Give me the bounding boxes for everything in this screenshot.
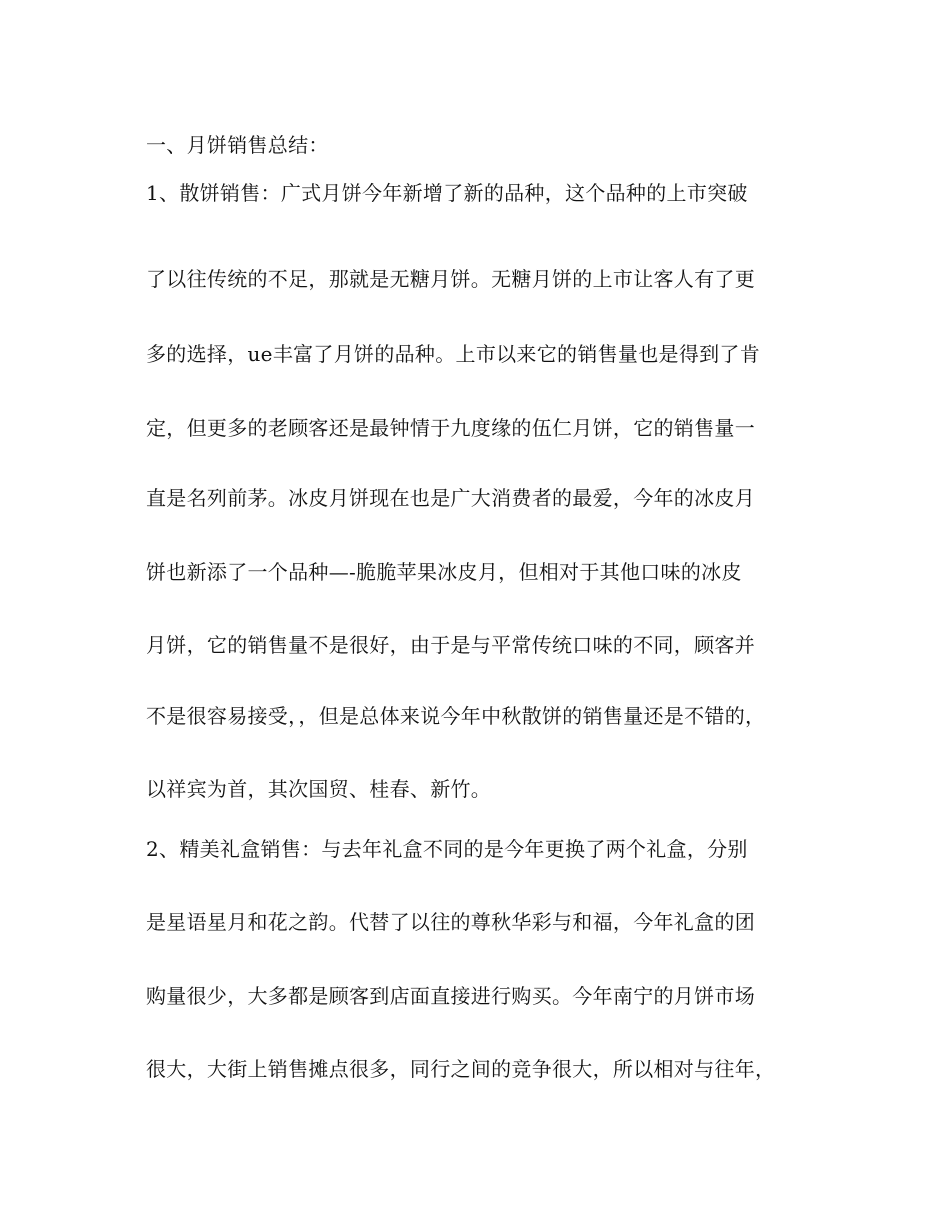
- paragraph-line: 月饼，它的销售量不是很好，由于是与平常传统口味的不同，顾客并: [146, 633, 755, 657]
- paragraph-line: 多的选择，ue丰富了月饼的品种。上市以来它的销售量也是得到了肯: [146, 342, 761, 366]
- paragraph-line: 定，但更多的老顾客还是最钟情于九度缘的伍仁月饼，它的销售量一: [146, 416, 755, 440]
- paragraph-line: 购量很少，大多都是顾客到店面直接进行购买。今年南宁的月饼市场: [146, 984, 755, 1008]
- paragraph-line: 1、散饼销售：广式月饼今年新增了新的品种，这个品种的上市突破: [146, 181, 748, 205]
- paragraph-line: 不是很容易接受，，但是总体来说今年中秋散饼的销售量还是不错的，: [146, 704, 766, 728]
- section-heading: 一、月饼销售总结：: [146, 133, 329, 157]
- paragraph-line: 2、精美礼盒销售：与去年礼盒不同的是今年更换了两个礼盒，分别: [146, 837, 748, 861]
- paragraph-line: 直是名列前茅。冰皮月饼现在也是广大消费者的最爱，今年的冰皮月: [146, 486, 755, 510]
- paragraph-line: 了以往传统的不足，那就是无糖月饼。无糖月饼的上市让客人有了更: [146, 267, 755, 291]
- paragraph-line: 很大，大街上销售摊点很多，同行之间的竞争很大，所以相对与往年，: [146, 1057, 776, 1081]
- paragraph-line: 以祥宾为首，其次国贸、桂春、新竹。: [146, 777, 492, 801]
- paragraph-line: 是星语星月和花之韵。代替了以往的尊秋华彩与和福，今年礼盒的团: [146, 910, 755, 934]
- paragraph-line: 饼也新添了一个品种—-脆脆苹果冰皮月，但相对于其他口味的冰皮: [146, 560, 742, 584]
